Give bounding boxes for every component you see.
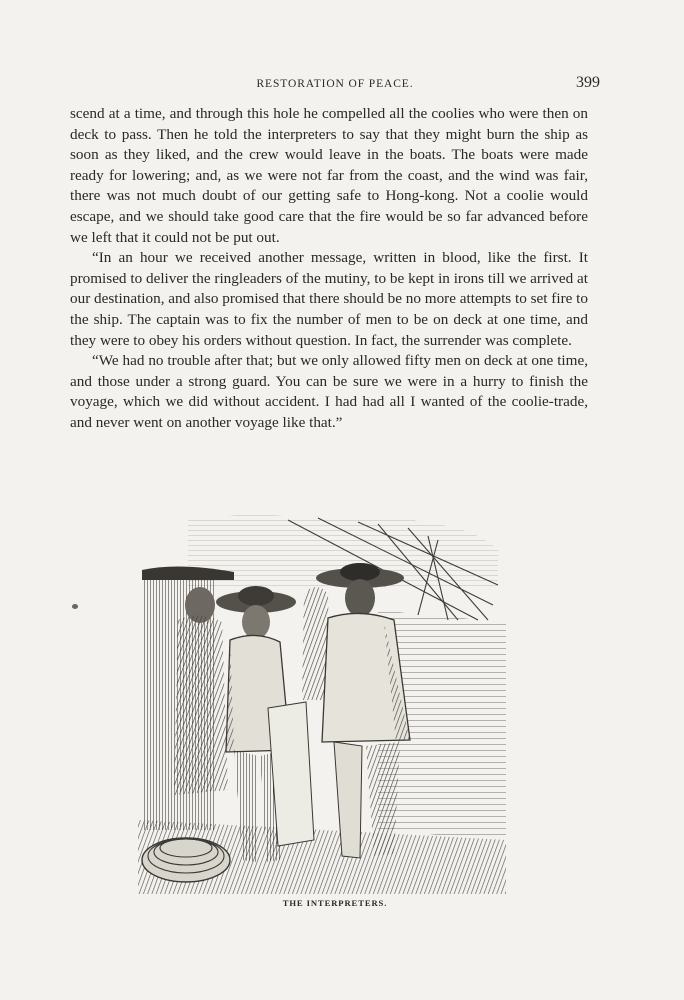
chapter-title: RESTORATION OF PEACE. xyxy=(256,78,414,90)
page-number: 399 xyxy=(576,74,600,91)
coiled-rope xyxy=(142,838,230,882)
illustration-interpreters xyxy=(138,510,506,894)
paragraph-continuation: scend at a time, and through this hole he compelled all the coolies who were then on deck to pass. Then he told the interpreters to say that they might burn the ship as soon as they liked, and the crew would leave in the boats. The boats were made ready for lowering; and, as we were not far from the coast, and the wind was fair, there was not much doubt of our getting safe to Hong-kong. Not a coolie would escape, and we should take good care that the fire would be so far advanced before we left that it could not be put out. xyxy=(70,105,588,246)
engraving xyxy=(138,510,506,894)
running-head xyxy=(70,74,600,96)
body-text xyxy=(70,104,588,434)
figure-interpreter-right xyxy=(316,563,410,858)
figure-caption: THE INTERPRETERS. xyxy=(282,898,388,908)
ink-speck xyxy=(72,604,78,609)
paragraph-message: “In an hour we received another message, written in blood, like the first. It promised to deliver the ringleaders of the mutiny, to be kept in irons till we arrived at our destination, and also promised that there should be no more attempts to set fire to the ship. The captain was to fix the number of men to be on deck at one time, and they were to obey his orders without question. In fact, the surrender was complete. xyxy=(70,249,588,349)
paragraph-conclusion: “We had no trouble after that; but we only allowed fifty men on deck at one time, and those under a strong guard. You can be sure we were in a hurry to finish the voyage, which we did without accident. I had had all I wanted of the coolie-trade, and never went on another voyage like that.” xyxy=(70,352,588,431)
